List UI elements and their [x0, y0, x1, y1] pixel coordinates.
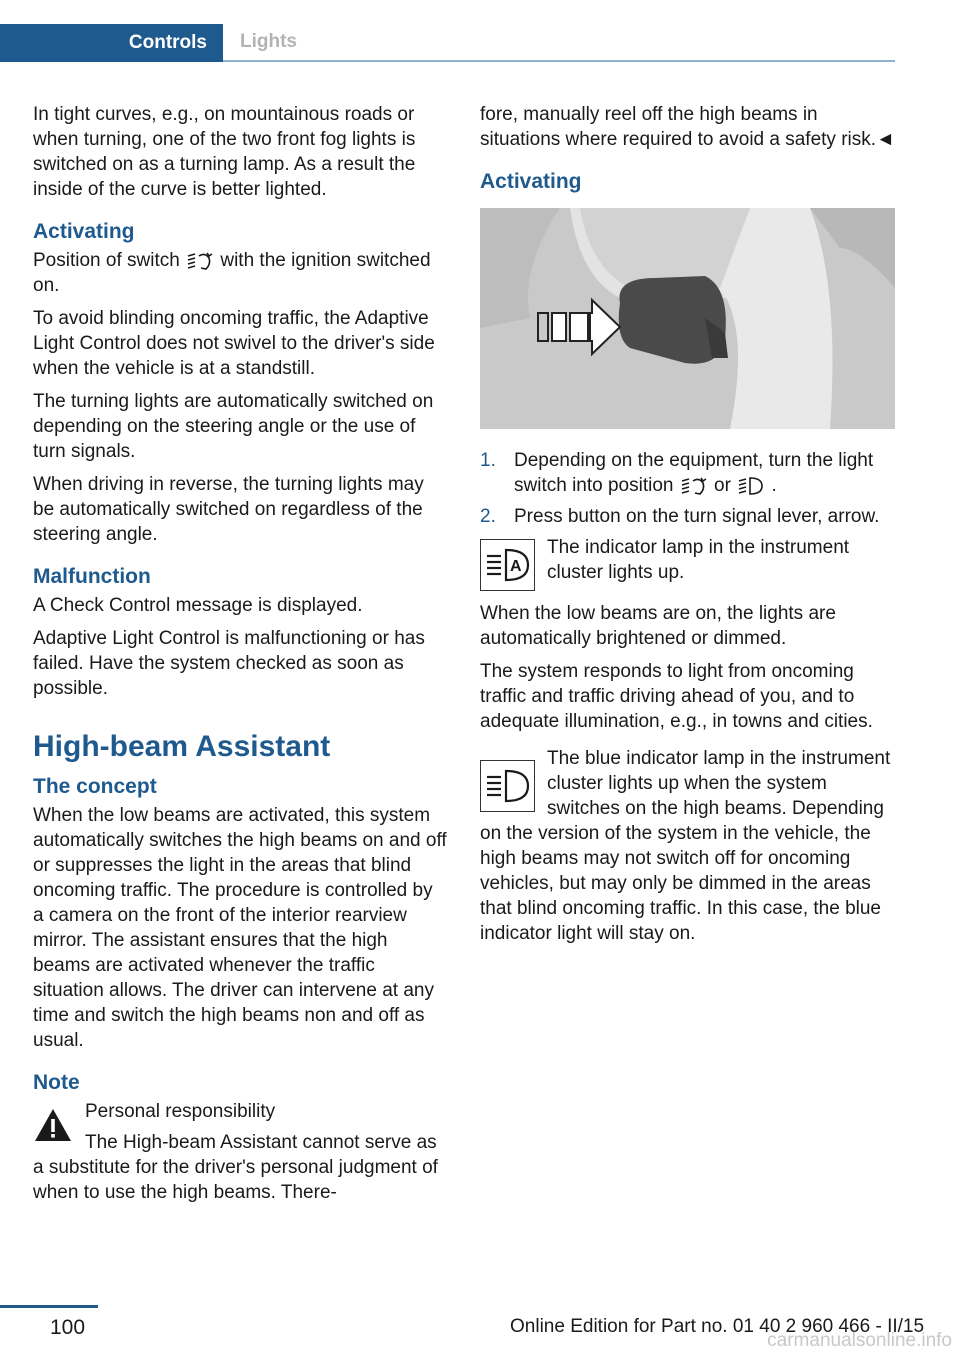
blue-indicator-text: The blue indicator lamp in the instrument cluster lights up when the system switches on the high beams. Depending on the version of the system in the vehicle, the high beams may not switch off for oncoming vehicles, but may only be dimmed in the areas that blind oncoming traffic. In this case, the blue indicator light will stay on.	[480, 748, 891, 944]
edition-text: Online Edition for Part no. 01 40 2 960 466 - II/15	[510, 1316, 925, 1337]
activating-paragraph-2: To avoid blinding oncoming traffic, the Adaptive Light Control does not swivel to the driver's side when the vehicle is at a standstill.	[33, 308, 435, 379]
warning-triangle-icon	[33, 1107, 73, 1143]
note-title: Personal responsibility	[85, 1101, 276, 1122]
watermark: carmanualsonline.info	[767, 1330, 952, 1351]
step-2-text: Press button on the turn signal lever, arrow.	[514, 506, 880, 527]
high-beam-icon	[480, 760, 535, 812]
right-column	[480, 102, 895, 954]
intro-paragraph: In tight curves, e.g., on mountainous roads or when turning, one of the two front fog lights is switched on as a turning lamp. As a result the inside of the curve is better lighted.	[33, 104, 416, 200]
left-column	[33, 102, 448, 1213]
paragraph-system-responds: The system responds to light from oncoming traffic and traffic driving ahead of you, and to adequate illumination, e.g., in towns and cities.	[480, 661, 873, 732]
step-1-or: or	[714, 475, 731, 496]
low-beam-icon	[736, 475, 766, 497]
note-block	[33, 1099, 448, 1205]
steps-list	[480, 448, 895, 529]
concept-paragraph: When the low beams are activated, this system automatically switches the high beams on and off or suppresses the light in the areas that blind oncoming traffic. The procedure is controlled by a camera on the front of the interior rearview mirror. The assistant ensures that the high beams are activated whenever the traffic situation allows. The driver can intervene at any time and switch the high beams non and off as usual.	[33, 805, 447, 1051]
continued-paragraph: fore, manually reel off the high beams in situations where required to avoid a safety risk.◄	[480, 104, 895, 150]
indicator-text: The indicator lamp in the instrument cluster lights up.	[547, 537, 850, 583]
activating-paragraph-4: When driving in reverse, the turning lights may be automatically switched on regardless of the steering angle.	[33, 474, 424, 545]
turning-light-icon	[185, 250, 215, 272]
step-item	[480, 448, 895, 498]
activating-paragraph-1	[33, 248, 448, 298]
concept-heading: The concept	[33, 775, 157, 798]
step-number: 2.	[480, 506, 496, 527]
note-text: The High-beam Assistant cannot serve as a substitute for the driver's personal judgment of when to use the high beams. There-	[33, 1132, 438, 1203]
activating-heading-right: Activating	[480, 170, 582, 193]
tab-controls[interactable]: Controls	[0, 24, 223, 62]
footer-rule	[0, 1305, 98, 1308]
turn-signal-lever-image	[480, 208, 895, 429]
activating-p1-start: Position of switch	[33, 250, 180, 271]
high-beam-assistant-icon	[480, 539, 535, 591]
malfunction-paragraph-1: A Check Control message is displayed.	[33, 595, 363, 616]
step-1-text: Depending on the equipment, turn the light switch into position	[514, 450, 874, 496]
page-number: 100	[50, 1316, 86, 1339]
tab-lights[interactable]: Lights	[223, 24, 895, 62]
activating-p1-end: with the ignition switched on.	[33, 250, 431, 296]
activating-paragraph-3: The turning lights are automatically switched on depending on the steering angle or the use of turn signals.	[33, 391, 434, 462]
step-item	[480, 504, 895, 529]
svg-text:A: A	[510, 558, 522, 575]
step-1-end: .	[771, 475, 777, 496]
activating-heading: Activating	[33, 220, 135, 243]
step-number: 1.	[480, 450, 496, 471]
section-heading-high-beam-assistant: High-beam Assistant	[33, 730, 331, 763]
paragraph-low-beams: When the low beams are on, the lights are automatically brightened or dimmed.	[480, 603, 836, 649]
indicator-block	[480, 535, 895, 593]
malfunction-paragraph-2: Adaptive Light Control is malfunctioning or has failed. Have the system checked as soon as possible.	[33, 628, 425, 699]
page-header	[0, 0, 960, 62]
blue-indicator-block	[480, 746, 895, 946]
turning-light-icon	[679, 475, 709, 497]
note-heading: Note	[33, 1071, 80, 1094]
malfunction-heading: Malfunction	[33, 565, 151, 588]
